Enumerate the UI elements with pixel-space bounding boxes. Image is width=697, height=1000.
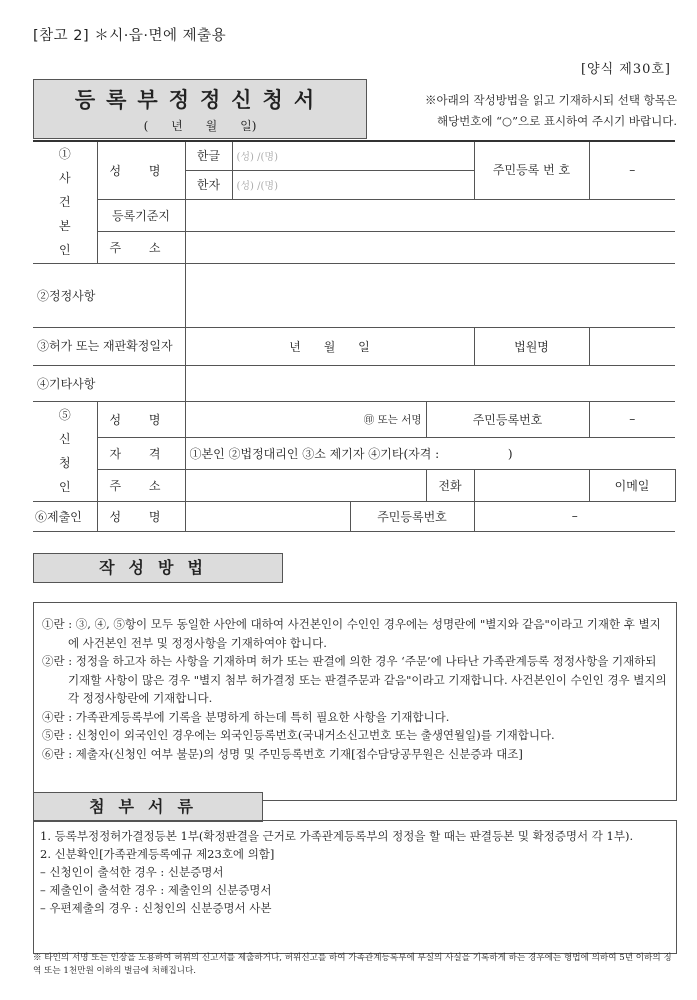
hanja-name-placeholder: (성) /(명) xyxy=(236,181,278,192)
instruction-item: ⑥란 : 제출자(신청인 여부 불문)의 성명 및 주민등록번호 기재[접수담당공무원은 신분증과 대조] xyxy=(42,746,523,761)
form-date-line: ( 년 월 일) xyxy=(143,119,257,133)
subject-address-label: 주 소 xyxy=(97,231,185,263)
attachment-item: – 제출인이 출석한 경우 : 제출인의 신분증명서 xyxy=(40,883,272,897)
qualification-options[interactable]: ①본인 ②법정대리인 ③소 제기자 ④기타(자격 : ) xyxy=(185,437,675,469)
submitter-rrn-label: 주민등록번호 xyxy=(350,501,474,531)
email-label: 이메일 xyxy=(589,469,675,501)
court-name-label: 법원명 xyxy=(474,327,589,365)
correction-field[interactable] xyxy=(185,263,675,327)
correction-label: ②정정사항 xyxy=(33,263,185,327)
attachments-box xyxy=(33,820,677,954)
phone-field[interactable] xyxy=(474,469,589,501)
court-name-field[interactable] xyxy=(589,327,675,365)
hangul-label: 한글 xyxy=(185,141,232,170)
subject-rrn-label: 주민등록 번 호 xyxy=(474,141,589,199)
application-table xyxy=(33,140,675,532)
attachment-item: 2. 신분확인[가족관계등록예규 제23호에 의함] xyxy=(40,847,275,861)
hangul-name-placeholder: (성) /(명) xyxy=(236,152,278,164)
registry-base-field[interactable] xyxy=(185,199,675,231)
instruction-item: ①란 : ③, ④, ⑤항이 모두 동일한 사안에 대하여 사건본인이 수인인 경우에는 성명란에 "별지와 같음"이라고 기재한 후 별지에 사건본인 전부 및 정정사항을 기재하여야 합니다. xyxy=(42,617,661,650)
subject-name-label: 성 명 xyxy=(97,141,185,199)
submitter-label: ⑥제출인 xyxy=(33,501,97,531)
hangul-name-field[interactable] xyxy=(232,141,474,170)
subject-rrn-field[interactable]: – xyxy=(589,141,675,199)
applicant-rrn-label: 주민등록번호 xyxy=(426,401,589,437)
reference-label: [참고 2] ＊시·읍·면에 제출용 xyxy=(33,28,227,44)
subject-address-field[interactable] xyxy=(185,231,675,263)
attachment-item: 1. 등록부정정허가결정등본 1부(확정판결을 근거로 가족관계등록부의 정정을 할 때는 판결등본 및 확정증명서 각 1부). xyxy=(40,829,634,843)
instruction-item: ④란 : 가족관계등록부에 기록을 분명하게 하는데 특히 필요한 사항을 기재합니다. xyxy=(42,709,450,724)
applicant-address-label: 주 소 xyxy=(97,469,185,501)
hanja-label: 한자 xyxy=(185,170,232,199)
subject-person-label: ① 사 건 본 인 xyxy=(33,141,97,263)
applicant-address-field[interactable] xyxy=(185,469,426,501)
seal-or-signature-label: ㊞ 또는 서명 xyxy=(363,413,422,426)
attachment-item: – 우편제출의 경우 : 신청인의 신분증명서 사본 xyxy=(40,901,272,915)
instruction-item: ⑤란 : 신청인이 외국인인 경우에는 외국인등록번호(국내거소신고번호 또는 출생연월일)를 기재합니다. xyxy=(42,728,555,742)
submitter-rrn-field[interactable]: – xyxy=(474,501,675,531)
submitter-name-field[interactable] xyxy=(185,501,350,531)
instructions-box xyxy=(33,602,677,801)
registry-base-label: 등록기준지 xyxy=(97,199,185,231)
attachment-item: – 신청인이 출석한 경우 : 신분증명서 xyxy=(40,865,224,879)
title-box xyxy=(33,79,367,139)
applicant-rrn-field[interactable]: – xyxy=(589,401,675,437)
form-title: 등록부정정신청서 xyxy=(74,87,326,112)
footer-warning: ※ 타인의 서명 또는 인장을 도용하여 허위의 신고서를 제출하거나, 허위신고를 하여 가족관계등록부에 부실의 사실을 기록하게 하는 경우에는 형법에 의하여 5년 이하의 징역 또는 1천만원 이하의 벌금에 처해집니다. xyxy=(33,953,672,976)
submitter-name-label: 성 명 xyxy=(97,501,185,531)
applicant-sign-field[interactable] xyxy=(185,401,426,437)
instructions-heading: 작성방법 xyxy=(33,553,283,583)
qualification-label: 자 격 xyxy=(97,437,185,469)
notice-line-2: 해당번호에 “○”으로 표시하여 주시기 바랍니다. xyxy=(436,114,677,128)
attachments-heading: 첨부서류 xyxy=(33,792,263,822)
hanja-name-field[interactable] xyxy=(232,170,474,199)
permission-date-label: ③허가 또는 재판확정일자 xyxy=(33,327,185,365)
applicant-label: ⑤ 신 청 인 xyxy=(33,401,97,501)
form-number: [양식 제30호] xyxy=(580,62,671,77)
phone-label: 전화 xyxy=(426,469,474,501)
instruction-item: ②란 : 정정을 하고자 하는 사항을 기재하며 허가 또는 판결에 의한 경우 ‘주문’에 나타난 가족관계등록 정정사항을 기재하되 기재할 사항이 많은 경우 "별지 첨부 허가결정 또는 판결주문과 같음"이라고 기재합니다. 사건본인이 수인인 경우 별지의 각 정정사항란에 기재합니다. xyxy=(42,654,667,705)
filling-notice xyxy=(372,90,677,132)
applicant-name-label: 성 명 xyxy=(97,401,185,437)
other-matters-field[interactable] xyxy=(185,365,675,401)
permission-date-field[interactable]: 년 월 일 xyxy=(185,327,474,365)
other-matters-label: ④기타사항 xyxy=(33,365,185,401)
notice-line-1: ※아래의 작성방법을 읽고 기재하시되 선택 항목은 xyxy=(425,93,677,107)
